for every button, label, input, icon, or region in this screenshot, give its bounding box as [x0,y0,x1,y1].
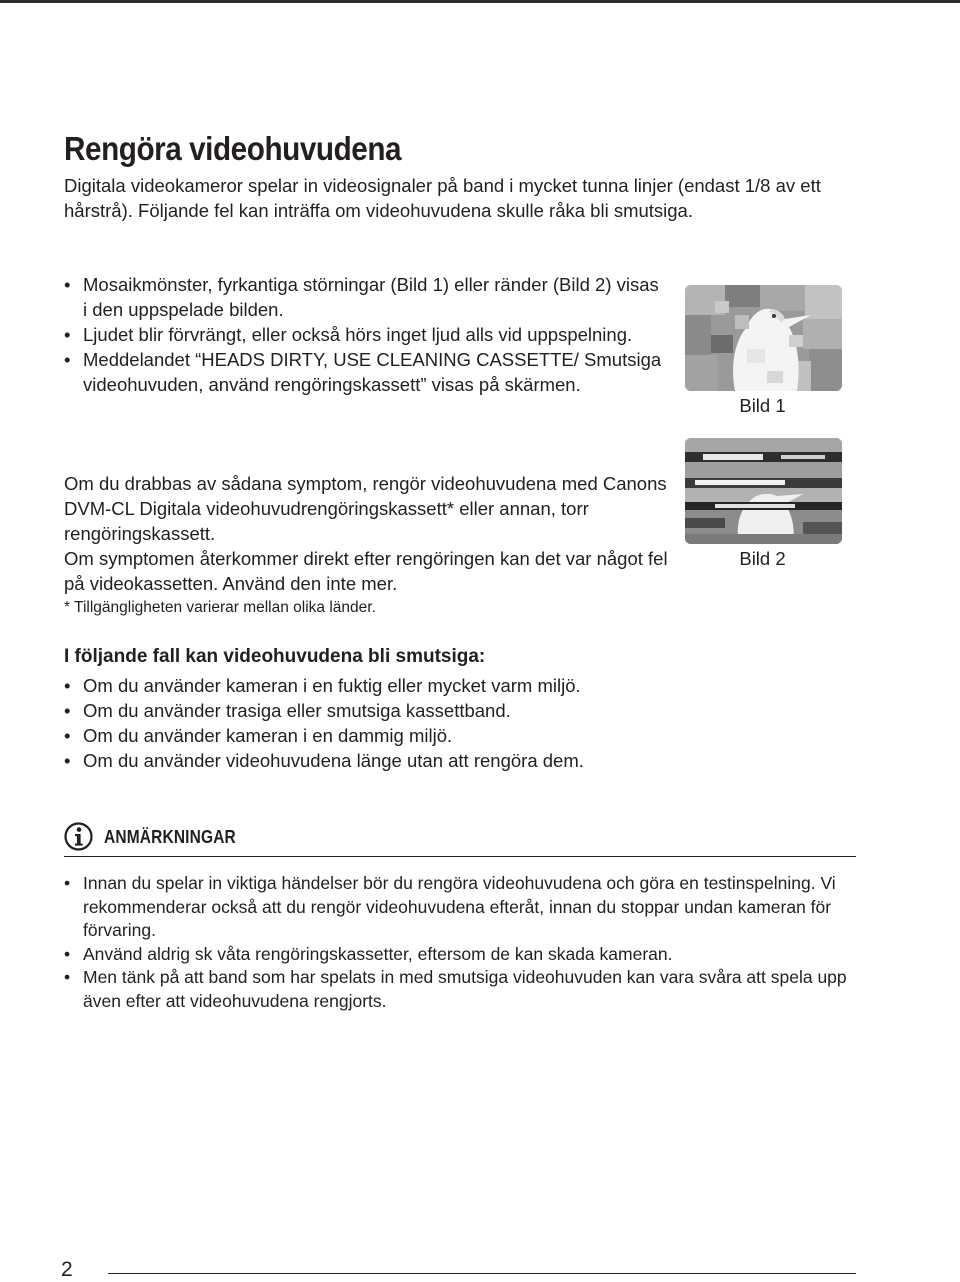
notes-header [64,822,856,857]
list-item [64,272,664,322]
list-item-text: Innan du spelar in viktiga händelser bör du rengöra videohuvudena och göra en testinspelning. Vi rekommenderar också att du rengör videohuvudena efteråt, innan du stoppar undan kameran för förvaring. [83,873,836,940]
advice-paragraph: Om du drabbas av sådana symptom, rengör videohuvudena med Canons DVM-CL Digitala videohuvudrengöringskassett* eller annan, torr rengöringskassett. [64,473,667,544]
notes-list [64,872,864,1013]
bullet: • [64,750,71,771]
list-item [64,698,764,723]
bullet: • [64,349,71,370]
list-item-text: Ljudet blir förvrängt, eller också hörs inget ljud alls vid uppspelning. [83,324,633,345]
list-item [64,347,664,397]
top-rule [0,0,960,3]
list-item [64,748,764,773]
list-item-text: Om du använder videohuvudena länge utan att rengöra dem. [83,750,584,771]
list-item-text: Om du använder trasiga eller smutsiga kassettband. [83,700,511,721]
list-item [64,966,864,1013]
causes-heading: I följande fall kan videohuvudena bli smutsiga: [64,646,486,667]
list-item-text: Om du använder kameran i en dammig miljö. [83,725,453,746]
symptom-list [64,272,664,397]
bullet: • [64,324,71,345]
notes-title: ANMÄRKNINGAR [104,827,236,847]
list-item-text: Använd aldrig sk våta rengöringskassetter, eftersom de kan skada kameran. [83,943,673,964]
causes-list [64,673,764,773]
list-item [64,673,764,698]
bullet: • [64,274,71,295]
page-number: 2 [61,1258,73,1281]
bird-mosaic-image [685,285,842,391]
bullet: • [64,967,71,987]
page-title: Rengöra videohuvudena [64,130,402,167]
list-item [64,322,664,347]
list-item-text: Men tänk på att band som har spelats in med smutsiga videohuvuden kan vara svåra att spela upp även efter att videohuvudena rengjorts. [83,967,847,1011]
figure-stripe-noise [685,438,842,544]
bullet: • [64,943,71,964]
bullet: • [64,700,71,721]
figure-2-caption: Bild 2 [739,548,786,569]
list-item-text: Mosaikmönster, fyrkantiga störningar (Bild 1) eller ränder (Bild 2) visas i den uppspelade bilden. [83,274,659,320]
footnote: * Tillgängligheten varierar mellan olika länder. [64,599,376,616]
list-item [64,872,864,943]
figure-mosaic-noise [685,285,842,391]
bullet: • [64,725,71,746]
bullet: • [64,873,71,893]
figure-1-caption: Bild 1 [739,395,786,416]
footer-rule [108,1273,856,1274]
bird-stripe-image [685,438,842,544]
advice-paragraph: Om symptomen återkommer direkt efter rengöringen kan det var något fel på videokassetten. Använd den inte mer. [64,548,668,594]
list-item [64,943,864,967]
info-icon [64,822,93,851]
list-item [64,723,764,748]
list-item-text: Om du använder kameran i en fuktig eller mycket varm miljö. [83,675,581,696]
intro-paragraph: Digitala videokameror spelar in videosignaler på band i mycket tunna linjer (endast 1/8 av ett hårstrå). Följande fel kan inträffa om videohuvudena skulle råka bli smutsiga. [64,175,821,221]
list-item-text: Meddelandet “HEADS DIRTY, USE CLEANING CASSETTE/ Smutsiga videohuvuden, använd rengöringskassett” visas på skärmen. [83,349,662,395]
bullet: • [64,675,71,696]
